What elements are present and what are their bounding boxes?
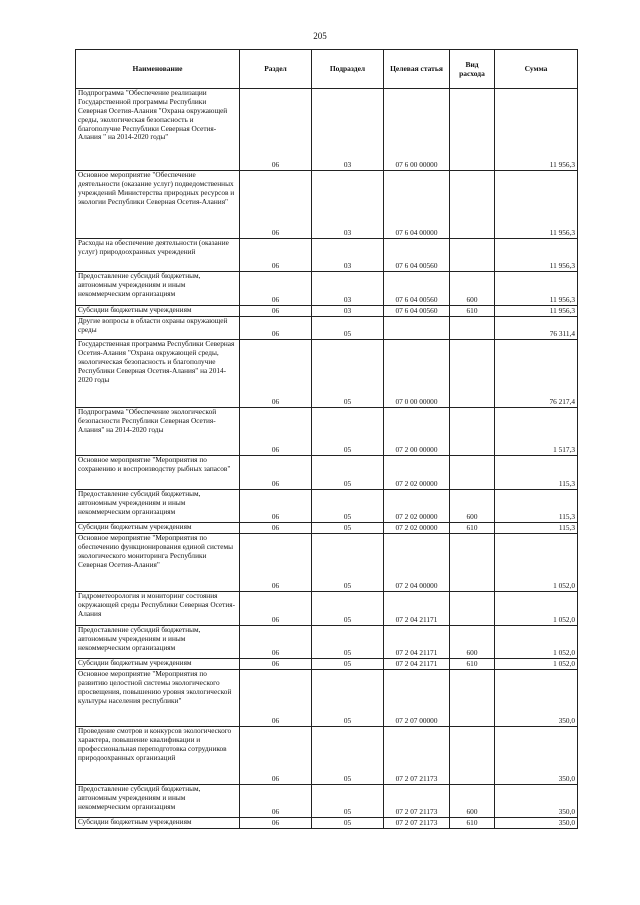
row-expense [450,592,495,626]
row-section: 06 [240,171,312,239]
table-row [76,239,578,272]
row-target: 07 6 04 00560 [384,239,450,272]
row-expense: 610 [450,818,495,829]
table-row [76,456,578,490]
row-target: 07 2 02 00000 [384,456,450,490]
row-target: 07 2 04 21171 [384,592,450,626]
row-expense [450,727,495,785]
row-sum: 1 052,0 [495,534,578,592]
row-target: 07 2 02 00000 [384,523,450,534]
row-expense: 600 [450,626,495,659]
row-name: Субсидии бюджетным учреждениям [76,818,240,829]
row-name: Расходы на обеспечение деятельности (оказание услуг) природоохранных учреждений [76,239,240,272]
row-target: 07 2 04 21171 [384,626,450,659]
row-subsection: 05 [312,490,384,523]
row-expense [450,239,495,272]
row-sum: 350,0 [495,818,578,829]
row-section: 06 [240,306,312,317]
row-subsection: 03 [312,89,384,171]
row-target: 07 0 00 00000 [384,340,450,408]
row-sum: 1 052,0 [495,659,578,670]
table-row [76,659,578,670]
row-name: Основное мероприятие "Мероприятия по сохранению и воспроизводству рыбных запасов" [76,456,240,490]
row-section: 06 [240,239,312,272]
row-sum: 350,0 [495,785,578,818]
row-sum: 11 956,3 [495,306,578,317]
row-name: Основное мероприятие "Мероприятия по развитию целостной системы экологического просвещения, повышению уровня экологической культуры населения республики" [76,670,240,727]
row-name: Субсидии бюджетным учреждениям [76,306,240,317]
row-sum: 11 956,3 [495,272,578,306]
row-subsection: 05 [312,408,384,456]
page-number: 205 [313,31,327,41]
row-section: 06 [240,727,312,785]
row-section: 06 [240,272,312,306]
table-row [76,592,578,626]
table-row [76,523,578,534]
row-target: 07 6 04 00560 [384,272,450,306]
table-row [76,171,578,239]
row-expense: 600 [450,490,495,523]
row-target: 07 2 07 21173 [384,727,450,785]
row-name: Предоставление субсидий бюджетным, автономным учреждениям и иным некоммерческим организациям [76,626,240,659]
row-target: 07 2 07 21173 [384,818,450,829]
row-name: Основное мероприятие "Мероприятия по обеспечению функционирования единой системы экологического мониторинга Республики Северная Осетия-Алания" [76,534,240,592]
row-sum: 115,3 [495,523,578,534]
row-expense: 610 [450,659,495,670]
budget-table [75,49,578,829]
row-section: 06 [240,818,312,829]
row-expense [450,171,495,239]
row-section: 06 [240,659,312,670]
row-section: 06 [240,626,312,659]
row-section: 06 [240,408,312,456]
table-row [76,626,578,659]
table-row [76,89,578,171]
row-subsection: 05 [312,523,384,534]
row-subsection: 03 [312,272,384,306]
row-sum: 350,0 [495,727,578,785]
row-subsection: 05 [312,818,384,829]
row-target: 07 2 00 00000 [384,408,450,456]
row-subsection: 05 [312,317,384,340]
row-sum: 1 052,0 [495,626,578,659]
row-name: Субсидии бюджетным учреждениям [76,659,240,670]
row-expense: 600 [450,272,495,306]
row-expense [450,534,495,592]
row-name: Предоставление субсидий бюджетным, автономным учреждениям и иным некоммерческим организациям [76,490,240,523]
row-sum: 11 956,3 [495,171,578,239]
row-name: Предоставление субсидий бюджетным, автономным учреждениям и иным некоммерческим организациям [76,785,240,818]
header-section: Раздел [240,50,312,89]
row-subsection: 03 [312,171,384,239]
table-row [76,490,578,523]
row-expense [450,670,495,727]
table-row [76,534,578,592]
row-sum: 76 217,4 [495,340,578,408]
row-expense: 610 [450,523,495,534]
row-sum: 1 052,0 [495,592,578,626]
table-row [76,306,578,317]
row-subsection: 05 [312,340,384,408]
row-name: Подпрограмма "Обеспечение реализации Государственной программы Республики Северная Осетия-Алания "Охрана окружающей среды, экологическая безопасность и благополучие Республики Северная Осетия-Алания " на 2014-2020 годы" [76,89,240,171]
row-sum: 115,3 [495,490,578,523]
row-sum: 115,3 [495,456,578,490]
row-section: 06 [240,89,312,171]
row-name: Проведение смотров и конкурсов экологического характера, повышение квалификации и профессиональная переподготовка сотрудников природоохранных организаций [76,727,240,785]
row-name: Субсидии бюджетным учреждениям [76,523,240,534]
row-target: 07 2 04 21171 [384,659,450,670]
row-subsection: 05 [312,659,384,670]
row-section: 06 [240,785,312,818]
row-section: 06 [240,340,312,408]
row-section: 06 [240,523,312,534]
row-subsection: 05 [312,727,384,785]
row-target [384,317,450,340]
row-sum: 11 956,3 [495,239,578,272]
header-name: Наименование [76,50,240,89]
row-subsection: 03 [312,239,384,272]
row-sum: 1 517,3 [495,408,578,456]
row-subsection: 05 [312,592,384,626]
table-row [76,317,578,340]
header-subsection: Подраздел [312,50,384,89]
row-expense [450,317,495,340]
row-section: 06 [240,317,312,340]
row-expense [450,89,495,171]
row-name: Подпрограмма "Обеспечение экологической безопасности Республики Северная Осетия-Алания" на 2014-2020 годы [76,408,240,456]
row-expense [450,408,495,456]
row-target: 07 2 07 21173 [384,785,450,818]
row-name: Другие вопросы в области охраны окружающей среды [76,317,240,340]
header-expense: Вид расхода [450,50,495,89]
table-row [76,785,578,818]
row-subsection: 05 [312,785,384,818]
table-row [76,727,578,785]
table-row [76,340,578,408]
row-expense [450,340,495,408]
row-subsection: 05 [312,456,384,490]
table-header-row [76,50,578,89]
row-section: 06 [240,670,312,727]
row-name: Предоставление субсидий бюджетным, автономным учреждениям и иным некоммерческим организациям [76,272,240,306]
row-target: 07 2 04 00000 [384,534,450,592]
row-section: 06 [240,534,312,592]
table-row [76,408,578,456]
row-expense [450,456,495,490]
header-sum: Сумма [495,50,578,89]
row-sum: 350,0 [495,670,578,727]
row-expense: 610 [450,306,495,317]
row-name: Гидрометеорология и мониторинг состояния окружающей среды Республики Северная Осетия-Алания [76,592,240,626]
row-subsection: 03 [312,306,384,317]
row-sum: 76 311,4 [495,317,578,340]
header-target: Целевая статья [384,50,450,89]
row-target: 07 6 04 00560 [384,306,450,317]
row-name: Государственная программа Республики Северная Осетия-Алания "Охрана окружающей среды, экологическая безопасность и благополучие Республики Северная Осетия-Алания" на 2014-2020 годы [76,340,240,408]
row-subsection: 05 [312,670,384,727]
table-row [76,670,578,727]
row-target: 07 2 02 00000 [384,490,450,523]
row-name: Основное мероприятие "Обеспечение деятельности (оказание услуг) подведомственных учреждений Министерства природных ресурсов и экологии Республики Северная Осетия-Алания" [76,171,240,239]
row-target: 07 2 07 00000 [384,670,450,727]
row-section: 06 [240,490,312,523]
row-target: 07 6 04 00000 [384,171,450,239]
table-row [76,272,578,306]
row-subsection: 05 [312,534,384,592]
table-row [76,818,578,829]
row-section: 06 [240,592,312,626]
row-target: 07 6 00 00000 [384,89,450,171]
row-subsection: 05 [312,626,384,659]
row-sum: 11 956,3 [495,89,578,171]
row-section: 06 [240,456,312,490]
row-expense: 600 [450,785,495,818]
